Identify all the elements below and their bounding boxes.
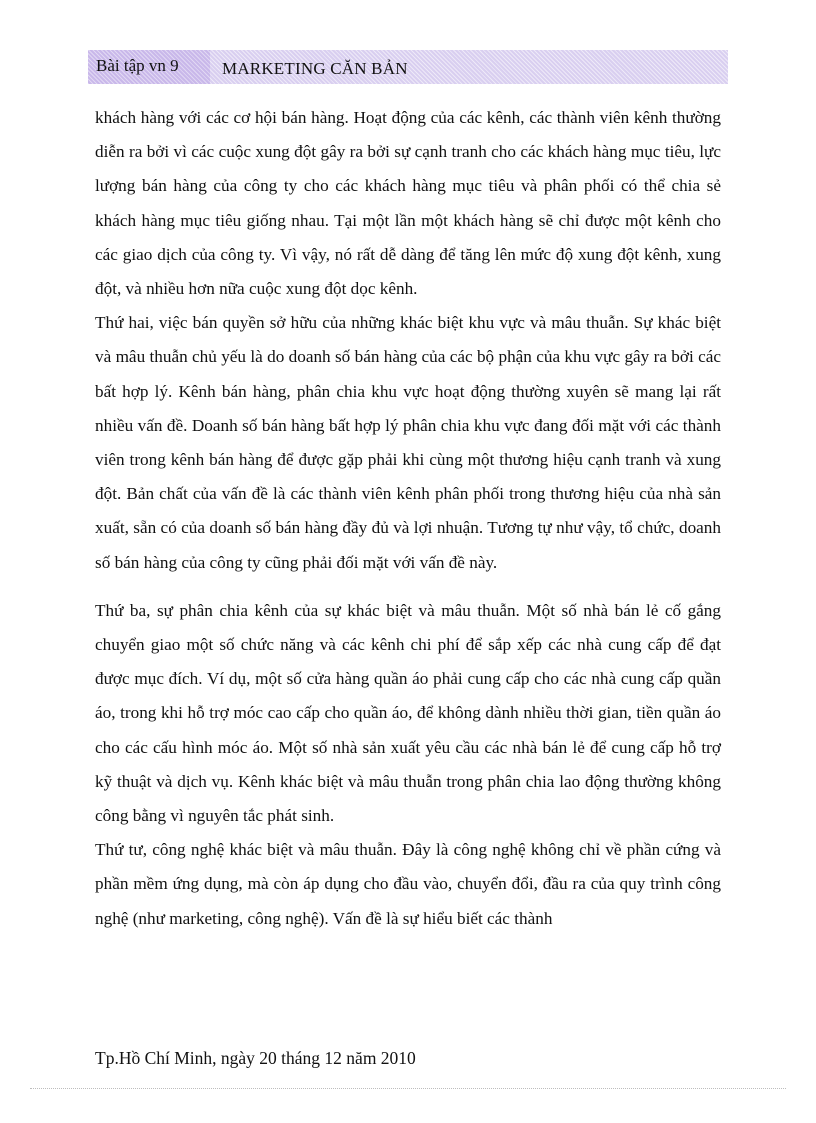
page-header (88, 50, 728, 84)
paragraph-3: Thứ ba, sự phân chia kênh của sự khác biệt và mâu thuẫn. Một số nhà bán lẻ cố gắng chuyển giao một số chức năng và các kênh chi phí để sắp xếp các nhà cung cấp để đạt được mục đích. Ví dụ, một số cửa hàng quần áo phải cung cấp cho các nhà cung cấp quần áo, trong khi hỗ trợ móc cao cấp cho quần áo, để không dành nhiều thời gian, tiền quần áo cho các cấu hình móc áo. Một số nhà sản xuất yêu cầu các nhà bán lẻ để cung cấp hỗ trợ kỹ thuật và dịch vụ. Kênh khác biệt và mâu thuẫn trong phân chia lao động thường không công bằng vì nguyên tắc phát sinh. (95, 600, 721, 826)
header-code: Bài tập vn 9 (96, 56, 179, 75)
paragraph-1: khách hàng với các cơ hội bán hàng. Hoạt động của các kênh, các thành viên kênh thường diễn ra bởi vì các cuộc xung đột gây ra bởi sự cạnh tranh cho các khách hàng mục tiêu, lực lượng bán hàng của công ty cho các khách hàng mục tiêu và phân phối có thể chia sẻ khách hàng mục tiêu giống nhau. Tại một lần một khách hàng sẽ chỉ được một kênh cho các giao dịch của công ty. Vì vậy, nó rất dễ dàng để tăng lên mức độ xung đột kênh, xung đột, và nhiều hơn nữa cuộc xung đột dọc kênh. (95, 108, 721, 299)
header-code-box (88, 50, 210, 84)
document-body (95, 101, 721, 936)
page-bottom-border (30, 1088, 786, 1089)
paragraph-4: Thứ tư, công nghệ khác biệt và mâu thuẫn. Đây là công nghệ không chỉ về phần cứng và phần mềm ứng dụng, mà còn áp dụng cho đầu vào, chuyển đổi, đầu ra của quy trình công nghệ (như marketing, công nghệ). Vấn đề là sự hiểu biết các thành (95, 840, 721, 928)
paragraph-2: Thứ hai, việc bán quyền sở hữu của những khác biệt khu vực và mâu thuẫn. Sự khác biệt và mâu thuẫn chủ yếu là do doanh số bán hàng của các bộ phận của khu vực gây ra bởi các bất hợp lý. Kênh bán hàng, phân chia khu vực hoạt động thường xuyên sẽ mang lại rất nhiều vấn đề. Doanh số bán hàng bất hợp lý phân chia khu vực đang đối mặt với các thành viên trong kênh bán hàng để được gặp phải khi cùng một thương hiệu cạnh tranh và xung đột. Bản chất của vấn đề là các thành viên kênh phân phối trong thương hiệu của nhà sản xuất, sẵn có của doanh số bán hàng đầy đủ và lợi nhuận. Tương tự như vậy, tổ chức, doanh số bán hàng của công ty cũng phải đối mặt với vấn đề này. (95, 313, 721, 572)
header-title: MARKETING CĂN BẢN (222, 59, 408, 78)
footer-date: Tp.Hồ Chí Minh, ngày 20 tháng 12 năm 2010 (95, 1048, 416, 1068)
